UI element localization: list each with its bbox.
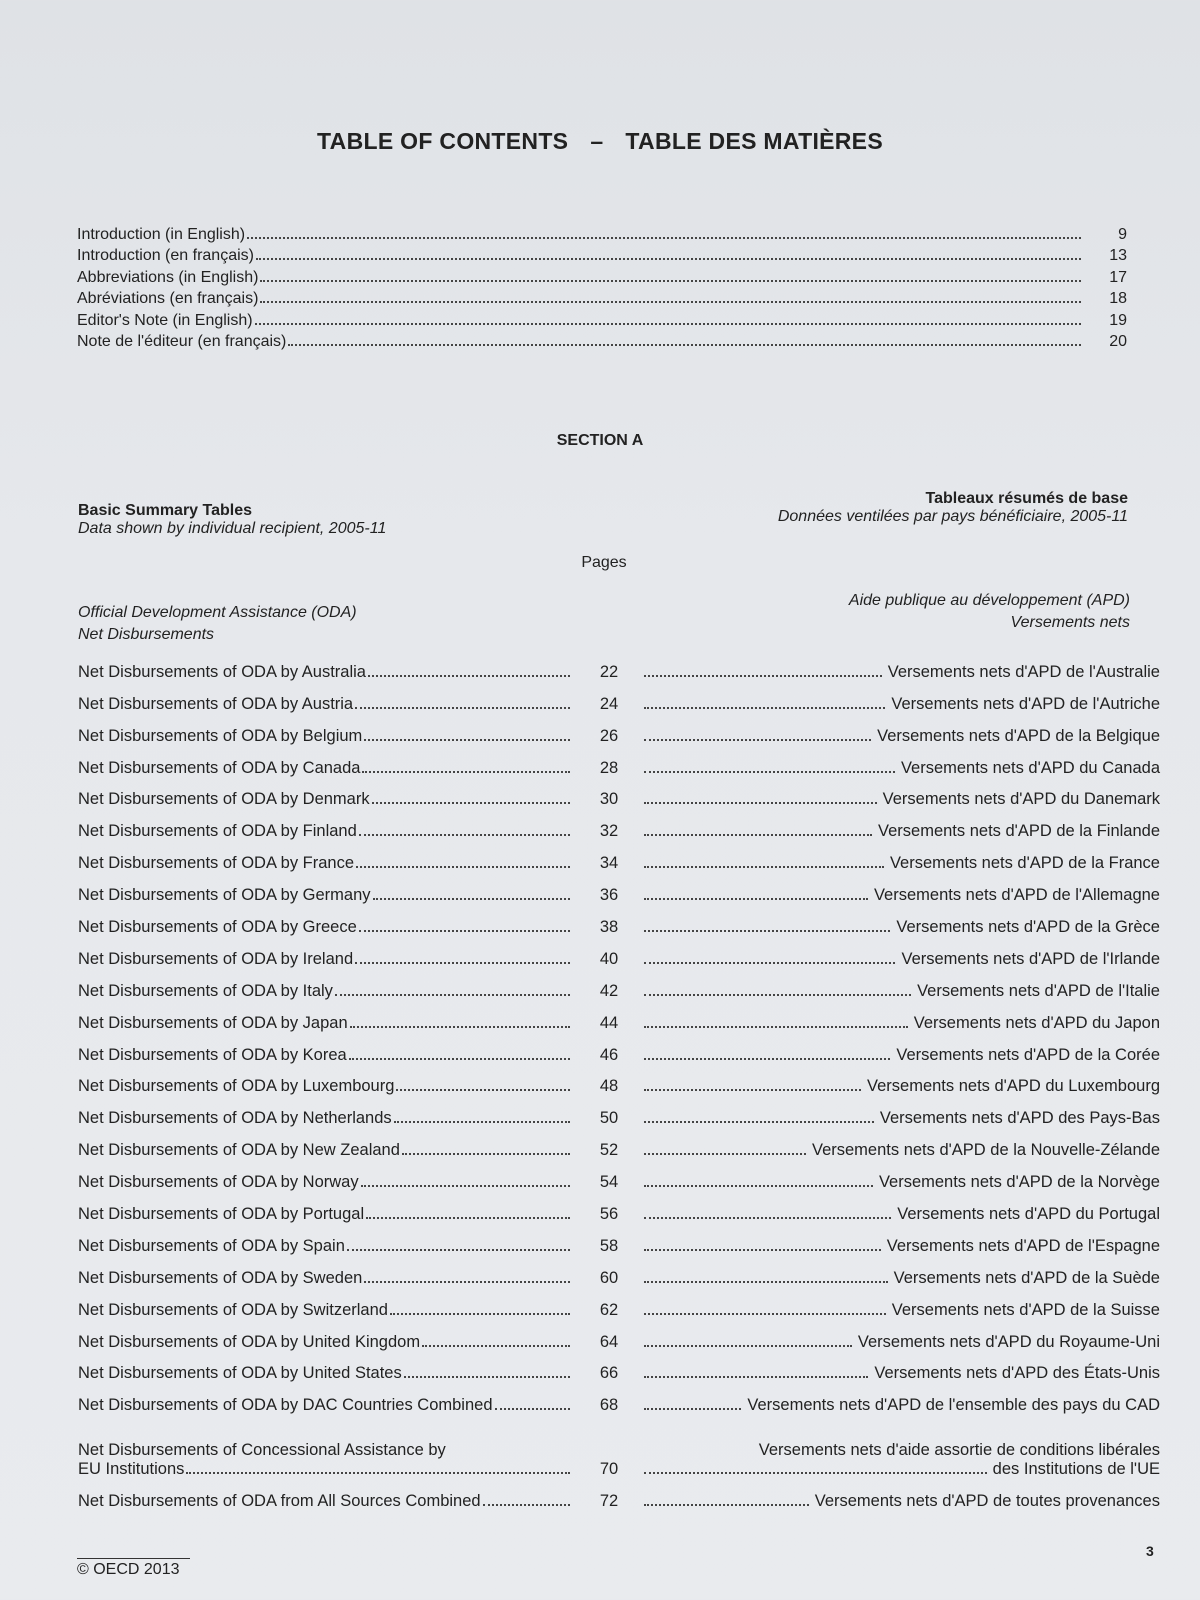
- leader-dots: [355, 962, 570, 964]
- leader-dots: [359, 930, 570, 932]
- toc-row-concessional[interactable]: [78, 1415, 1160, 1479]
- toc-entry-english-label: Net Disbursements of ODA by Greece: [78, 918, 357, 937]
- toc-entry-english: [78, 854, 576, 873]
- leader-dots: [247, 237, 1081, 239]
- leader-dots: [361, 1185, 570, 1187]
- toc-page-number: 68: [599, 1396, 619, 1415]
- toc-entry-english: [78, 759, 576, 778]
- toc-entry-english-label: Net Disbursements of ODA by France: [78, 854, 355, 873]
- leader-dots: [186, 1472, 570, 1474]
- leader-dots: [644, 834, 872, 836]
- toc-entry-french: [642, 1333, 1160, 1352]
- toc-entry-french-line2: des Institutions de l'UE: [992, 1460, 1160, 1479]
- toc-row-all-sources[interactable]: [78, 1479, 1160, 1511]
- toc-entry-french-label: Versements nets d'APD de la Norvège: [878, 1173, 1160, 1192]
- toc-page-number: 30: [599, 790, 619, 809]
- leader-dots: [255, 323, 1081, 325]
- toc-entry-english: [78, 1077, 576, 1096]
- toc-entry-english-label: Net Disbursements of ODA by Germany: [78, 886, 371, 905]
- toc-page-number: 34: [599, 854, 619, 873]
- toc-entry-french: [642, 950, 1160, 969]
- toc-entry-english: [78, 1205, 576, 1224]
- toc-page-number: 36: [599, 886, 619, 905]
- leader-dots: [644, 1153, 806, 1155]
- toc-entry-french-label: Versements nets d'APD de l'ensemble des pays du CAD: [747, 1396, 1160, 1415]
- title-english: TABLE OF CONTENTS: [317, 128, 569, 154]
- toc-entry-french: [642, 1396, 1160, 1415]
- leader-dots: [368, 675, 570, 677]
- leader-dots: [644, 1504, 809, 1506]
- leader-dots: [349, 1058, 570, 1060]
- leader-dots: [260, 301, 1081, 303]
- toc-entry-english-label: Net Disbursements of ODA by Australia: [78, 662, 366, 681]
- toc-row[interactable]: [78, 1256, 1160, 1288]
- page-number: 3: [1146, 1543, 1154, 1559]
- toc-entry-french-label: Versements nets d'APD du Canada: [900, 758, 1160, 777]
- toc-page-number: 40: [599, 949, 619, 968]
- toc-row[interactable]: [78, 1352, 1160, 1384]
- leader-dots: [362, 771, 570, 773]
- toc-page-number: 28: [599, 758, 619, 777]
- toc-entry-english: [78, 982, 576, 1001]
- oda-header-fr-line2: Versements nets: [1010, 614, 1130, 631]
- leader-dots: [366, 1217, 570, 1219]
- toc-entry-french: [642, 663, 1160, 682]
- toc-entry-english-label: Net Disbursements of ODA by Belgium: [78, 726, 363, 745]
- toc-row[interactable]: [78, 841, 1160, 873]
- oda-header-fr-line1: Aide publique au développement (APD): [848, 592, 1130, 609]
- toc-entry-english: [78, 822, 576, 841]
- toc-entry-english: [78, 1301, 576, 1320]
- toc-entry-english: [78, 1237, 576, 1256]
- toc-entry-french: [642, 1441, 1160, 1479]
- toc-entry-english-label: Net Disbursements of ODA by Austria: [78, 694, 354, 713]
- basic-summary-title-fr: Tableaux résumés de base: [925, 490, 1128, 507]
- toc-page-number: 58: [599, 1236, 619, 1255]
- section-heading: SECTION A: [556, 432, 644, 449]
- intro-entry[interactable]: [77, 269, 1127, 290]
- toc-entry-english-label: Net Disbursements of ODA by Canada: [78, 758, 361, 777]
- toc-entry-french-label: Versements nets d'APD de la Suisse: [891, 1300, 1160, 1319]
- toc-entry-english-line1: Net Disbursements of Concessional Assistance by: [78, 1441, 446, 1460]
- footer-rule: [77, 1558, 190, 1559]
- toc-entry-french-label: Versements nets d'APD de la Grèce: [896, 918, 1160, 937]
- toc-entry-french: [642, 1364, 1160, 1383]
- toc-page-number: 44: [599, 1013, 619, 1032]
- leader-dots: [644, 1313, 886, 1315]
- toc-entry-english: [78, 1269, 576, 1288]
- toc-entry-english: [78, 1046, 576, 1065]
- toc-entry-english: [78, 663, 576, 682]
- toc-entry-english-label: Net Disbursements of ODA by Portugal: [78, 1205, 365, 1224]
- intro-entry[interactable]: [77, 333, 1127, 354]
- toc-row[interactable]: [78, 746, 1160, 778]
- toc-row[interactable]: [78, 1192, 1160, 1224]
- toc-row[interactable]: [78, 682, 1160, 714]
- toc-page-number: 56: [599, 1205, 619, 1224]
- toc-page-number: 48: [599, 1077, 619, 1096]
- intro-entry[interactable]: [77, 226, 1127, 247]
- oda-header-en-line2: Net Disbursements: [78, 626, 215, 643]
- toc-entry-french-label: Versements nets d'APD de l'Irlande: [901, 949, 1160, 968]
- toc-row[interactable]: [78, 714, 1160, 746]
- toc-entry-french: [642, 1077, 1160, 1096]
- leader-dots: [644, 1121, 874, 1123]
- toc-page-number: 38: [599, 918, 619, 937]
- toc-table: [78, 650, 1160, 1511]
- toc-entry-english-label: Net Disbursements of ODA by Luxembourg: [78, 1077, 395, 1096]
- intro-entry-label: Abréviations (en français): [77, 290, 259, 308]
- toc-entry-french-label: Versements nets d'APD de la Finlande: [878, 822, 1160, 841]
- leader-dots: [644, 994, 911, 996]
- leader-dots: [644, 1249, 881, 1251]
- toc-entry-english: [78, 886, 576, 905]
- toc-entry-french: [642, 1301, 1160, 1320]
- toc-entry-english-label: Net Disbursements of ODA from All Sources Combined: [78, 1492, 481, 1511]
- toc-page-number: 46: [599, 1045, 619, 1064]
- toc-entry-french-label: Versements nets d'APD de la Corée: [896, 1045, 1160, 1064]
- toc-entry-french: [642, 1237, 1160, 1256]
- toc-entry-english-label: Net Disbursements of ODA by Switzerland: [78, 1300, 388, 1319]
- toc-entry-french-label: Versements nets d'APD de l'Autriche: [891, 694, 1160, 713]
- page-title: [0, 128, 1200, 155]
- leader-dots: [644, 930, 890, 932]
- leader-dots: [372, 802, 570, 804]
- toc-entry-french: [642, 1269, 1160, 1288]
- toc-page-number: 62: [599, 1300, 619, 1319]
- toc-row[interactable]: [78, 1224, 1160, 1256]
- toc-entry-english: [78, 1364, 576, 1383]
- toc-entry-english: [78, 1441, 576, 1479]
- toc-page-number: 32: [599, 822, 619, 841]
- toc-row[interactable]: [78, 937, 1160, 969]
- intro-entry[interactable]: [77, 290, 1127, 311]
- toc-entry-english: [78, 790, 576, 809]
- toc-entry-english-label: Net Disbursements of ODA by New Zealand: [78, 1141, 400, 1160]
- toc-row[interactable]: [78, 969, 1160, 1001]
- toc-entry-french-label: Versements nets d'APD du Luxembourg: [867, 1077, 1160, 1096]
- toc-entry-english-label: Net Disbursements of ODA by Norway: [78, 1173, 359, 1192]
- toc-page-number: 50: [599, 1109, 619, 1128]
- toc-entry-english-label: Net Disbursements of ODA by Japan: [78, 1013, 348, 1032]
- leader-dots: [644, 1217, 891, 1219]
- basic-summary-en: [78, 502, 386, 538]
- toc-row[interactable]: [78, 905, 1160, 937]
- toc-entry-french: [642, 1109, 1160, 1128]
- pages-column-label: Pages: [581, 554, 627, 571]
- toc-page-number: 64: [599, 1332, 619, 1351]
- toc-entry-french: [642, 886, 1160, 905]
- leader-dots: [359, 834, 570, 836]
- leader-dots: [644, 1089, 861, 1091]
- toc-entry-english: [78, 918, 576, 937]
- toc-row[interactable]: [78, 1065, 1160, 1097]
- leader-dots: [404, 1376, 570, 1378]
- toc-entry-english-label: Net Disbursements of ODA by United Kingdom: [78, 1332, 421, 1351]
- toc-page-number: 26: [599, 726, 619, 745]
- toc-row[interactable]: [78, 1001, 1160, 1033]
- toc-page-number: 70: [599, 1460, 619, 1479]
- leader-dots: [364, 1281, 570, 1283]
- toc-entry-french: [642, 1492, 1160, 1511]
- toc-row[interactable]: [78, 1160, 1160, 1192]
- leader-dots: [644, 739, 871, 741]
- intro-entry-label: Introduction (in English): [77, 226, 246, 243]
- intro-entry-page: 9: [1118, 226, 1127, 243]
- intro-entry-label: Introduction (en français): [77, 247, 254, 265]
- leader-dots: [402, 1153, 570, 1155]
- leader-dots: [495, 1408, 571, 1410]
- toc-entry-french: [642, 918, 1160, 937]
- leader-dots: [644, 1026, 908, 1028]
- leader-dots: [350, 1026, 570, 1028]
- toc-row[interactable]: [78, 809, 1160, 841]
- toc-entry-french-label: Versements nets d'APD du Royaume-Uni: [857, 1332, 1160, 1351]
- leader-dots: [347, 1249, 570, 1251]
- leader-dots: [644, 866, 884, 868]
- toc-entry-english-label: Net Disbursements of ODA by DAC Countries Combined: [78, 1396, 493, 1415]
- toc-entry-french-label: Versements nets d'APD de la Suède: [893, 1268, 1160, 1287]
- leader-dots: [260, 280, 1081, 282]
- toc-entry-french-label: Versements nets d'APD de la France: [889, 854, 1160, 873]
- intro-entry-label: Note de l'éditeur (en français): [77, 332, 287, 350]
- toc-entry-english-label: Net Disbursements of ODA by Spain: [78, 1236, 345, 1255]
- toc-entry-english-label: Net Disbursements of ODA by Ireland: [78, 949, 354, 968]
- title-french: TABLE DES MATIÈRES: [625, 128, 883, 154]
- toc-page-number: 22: [599, 662, 619, 681]
- intro-entry-label: Abbreviations (in English): [77, 268, 259, 286]
- leader-dots: [288, 344, 1081, 346]
- basic-summary-subtitle-en: Data shown by individual recipient, 2005-11: [78, 520, 387, 537]
- toc-row[interactable]: [78, 1383, 1160, 1415]
- toc-entry-english-label: Net Disbursements of ODA by Finland: [78, 822, 357, 841]
- leader-dots: [644, 1281, 888, 1283]
- oda-header-en-line1: Official Development Assistance (ODA): [78, 604, 357, 621]
- basic-summary-title-en: Basic Summary Tables: [78, 502, 253, 519]
- leader-dots: [644, 802, 877, 804]
- leader-dots: [373, 898, 570, 900]
- leader-dots: [644, 1376, 868, 1378]
- toc-entry-english: [78, 1141, 576, 1160]
- leader-dots: [396, 1089, 570, 1091]
- leader-dots: [644, 771, 895, 773]
- toc-entry-french: [642, 727, 1160, 746]
- intro-entry[interactable]: [77, 312, 1127, 333]
- toc-entry-french-label: Versements nets d'APD de l'Australie: [887, 662, 1160, 681]
- leader-dots: [394, 1121, 570, 1123]
- toc-entry-french: [642, 1173, 1160, 1192]
- toc-row[interactable]: [78, 873, 1160, 905]
- toc-row[interactable]: [78, 778, 1160, 810]
- toc-entry-french-label: Versements nets d'APD du Japon: [913, 1013, 1160, 1032]
- toc-entry-french-label: Versements nets d'APD du Portugal: [897, 1205, 1160, 1224]
- toc-entry-english: [78, 695, 576, 714]
- toc-entry-french: [642, 759, 1160, 778]
- basic-summary-fr: [778, 490, 1128, 526]
- toc-entry-french: [642, 982, 1160, 1001]
- leader-dots: [364, 739, 570, 741]
- toc-entry-english-label: Net Disbursements of ODA by Denmark: [78, 790, 370, 809]
- toc-entry-french: [642, 1205, 1160, 1224]
- leader-dots: [644, 1408, 741, 1410]
- toc-entry-english: [78, 1492, 576, 1511]
- toc-entry-french: [642, 1046, 1160, 1065]
- toc-entry-french-label: Versements nets d'APD de la Nouvelle-Zélande: [811, 1141, 1160, 1160]
- intro-entry-page: 20: [1109, 332, 1127, 350]
- basic-summary-subtitle-fr: Données ventilées par pays bénéficiaire, 2005-11: [777, 508, 1128, 525]
- toc-entry-french-label: Versements nets d'APD du Danemark: [882, 790, 1160, 809]
- toc-row[interactable]: [78, 1288, 1160, 1320]
- toc-page-number: 66: [599, 1364, 619, 1383]
- toc-entry-french-label: Versements nets d'APD de l'Espagne: [886, 1236, 1160, 1255]
- toc-entry-french-label: Versements nets d'APD de l'Italie: [917, 981, 1160, 1000]
- toc-page-number: 42: [599, 981, 619, 1000]
- toc-entry-french: [642, 1141, 1160, 1160]
- toc-entry-english: [78, 1333, 576, 1352]
- leader-dots: [644, 962, 895, 964]
- toc-entry-english: [78, 1109, 576, 1128]
- toc-entry-english: [78, 1173, 576, 1192]
- oda-header-en: [78, 602, 357, 646]
- leader-dots: [355, 707, 570, 709]
- title-dash: –: [590, 128, 604, 154]
- leader-dots: [644, 1345, 852, 1347]
- intro-entry-page: 13: [1109, 247, 1127, 265]
- toc-entry-french-label: Versements nets d'APD de la Belgique: [877, 726, 1160, 745]
- leader-dots: [644, 707, 885, 709]
- toc-entry-french-label: Versements nets d'APD de toutes provenances: [814, 1492, 1160, 1511]
- toc-row[interactable]: [78, 650, 1160, 682]
- intro-entry[interactable]: [77, 247, 1127, 268]
- toc-entry-french: [642, 695, 1160, 714]
- leader-dots: [644, 675, 882, 677]
- toc-entry-english-label: Net Disbursements of ODA by Korea: [78, 1045, 347, 1064]
- leader-dots: [256, 258, 1081, 260]
- leader-dots: [422, 1345, 570, 1347]
- leader-dots: [483, 1504, 570, 1506]
- toc-entry-french-label: Versements nets d'APD de l'Allemagne: [873, 886, 1160, 905]
- toc-row[interactable]: [78, 1320, 1160, 1352]
- leader-dots: [356, 866, 570, 868]
- toc-entry-english: [78, 1014, 576, 1033]
- toc-row[interactable]: [78, 1128, 1160, 1160]
- toc-entry-english: [78, 1396, 576, 1415]
- toc-entry-french: [642, 822, 1160, 841]
- leader-dots: [644, 1185, 873, 1187]
- intro-entry-page: 18: [1109, 290, 1127, 308]
- toc-row[interactable]: [78, 1096, 1160, 1128]
- oda-header-fr: [849, 590, 1130, 634]
- toc-entry-french: [642, 854, 1160, 873]
- leader-dots: [644, 898, 868, 900]
- toc-entry-english-label: Net Disbursements of ODA by Sweden: [78, 1268, 363, 1287]
- leader-dots: [335, 994, 570, 996]
- toc-entry-french-line1: Versements nets d'aide assortie de conditions libérales: [758, 1441, 1160, 1460]
- leader-dots: [644, 1472, 987, 1474]
- toc-entry-french: [642, 1014, 1160, 1033]
- intro-entry-page: 17: [1109, 268, 1127, 286]
- intro-entry-label: Editor's Note (in English): [77, 311, 253, 329]
- leader-dots: [644, 1058, 890, 1060]
- toc-page-number: 52: [599, 1141, 619, 1160]
- intro-entry-page: 19: [1109, 311, 1127, 329]
- toc-page-number: 24: [599, 694, 619, 713]
- toc-entry-english-line2: EU Institutions: [78, 1460, 185, 1479]
- copyright-footer: © OECD 2013: [77, 1561, 180, 1578]
- leader-dots: [390, 1313, 570, 1315]
- toc-entry-english: [78, 950, 576, 969]
- intro-list: [77, 226, 1127, 354]
- toc-page-number: 60: [599, 1268, 619, 1287]
- toc-entry-english-label: Net Disbursements of ODA by Italy: [78, 981, 333, 1000]
- toc-entry-english: [78, 727, 576, 746]
- toc-row[interactable]: [78, 1033, 1160, 1065]
- toc-page-number: 54: [599, 1173, 619, 1192]
- toc-page-number: 72: [599, 1492, 619, 1511]
- toc-entry-french: [642, 790, 1160, 809]
- toc-entry-english-label: Net Disbursements of ODA by Netherlands: [78, 1109, 392, 1128]
- toc-entry-french-label: Versements nets d'APD des Pays-Bas: [879, 1109, 1160, 1128]
- toc-entry-french-label: Versements nets d'APD des États-Unis: [874, 1364, 1160, 1383]
- toc-entry-english-label: Net Disbursements of ODA by United States: [78, 1364, 402, 1383]
